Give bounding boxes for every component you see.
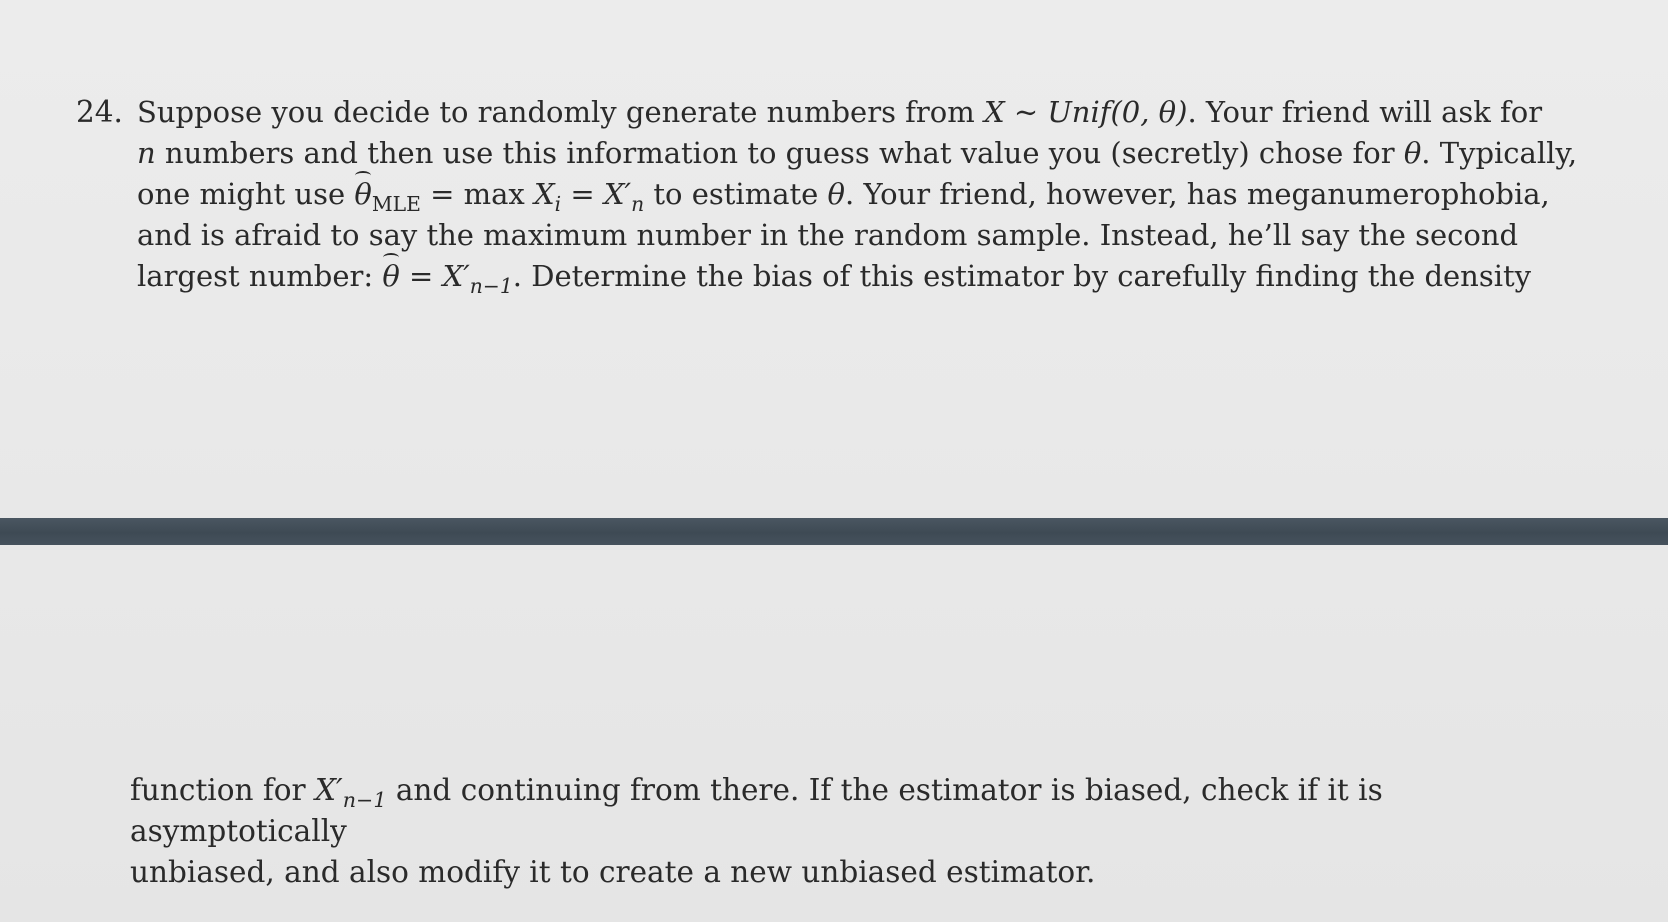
statement-line-3-middle: to estimate	[644, 177, 828, 211]
equals-sign: =	[561, 177, 604, 211]
max-text: = max	[420, 177, 534, 211]
mle-subscript: MLE	[371, 191, 421, 216]
statement-line-5-start: largest number:	[137, 259, 383, 293]
lower-page-region	[0, 545, 1668, 922]
continued-line-1-start: function for	[130, 773, 316, 807]
equals-sign-2: =	[399, 259, 443, 293]
continued-line-2: unbiased, and also modify it to create a new unbiased estimator.	[130, 855, 1096, 889]
statement-line-3-start: one might use	[137, 177, 355, 211]
statement-line-2: numbers and then use this information to guess what value you (secretly) chose for	[155, 136, 1404, 170]
problem-number: 24.	[76, 95, 123, 129]
variable-x-i: X	[533, 177, 555, 211]
problem-24	[76, 92, 1578, 298]
statement-line-5-end: . Determine the bias of this estimator by carefully finding the density	[512, 259, 1532, 293]
continued-statement	[130, 770, 1570, 893]
subscript-n: n	[631, 191, 645, 216]
statement-line-1-end: . Your friend will ask for	[1187, 95, 1543, 129]
order-statistic-x-n: X′	[603, 177, 632, 211]
variable-theta: θ	[1403, 136, 1422, 170]
statement-line-2-end: . Typically,	[1421, 136, 1578, 170]
statement-line-4: and is afraid to say the maximum number in the random sample. Instead, he’ll say the second	[137, 218, 1519, 252]
variable-theta-2: θ	[827, 177, 846, 211]
theta-hat-mle: θ	[354, 174, 371, 215]
subscript-n-minus-1: n−1	[469, 273, 513, 298]
theta-hat: θ	[382, 256, 399, 297]
subscript-i: i	[554, 191, 562, 216]
continued-subscript: n−1	[342, 787, 387, 812]
statement-line-1-start: Suppose you decide to randomly generate numbers from	[137, 95, 984, 129]
distribution-expression: X ∼ Unif(0, θ)	[983, 95, 1188, 129]
continued-order-statistic: X′	[315, 773, 343, 807]
statement-line-3-end: . Your friend, however, has meganumerophobia,	[845, 177, 1550, 211]
page-separator-bar	[0, 518, 1668, 545]
problem-statement	[137, 92, 1627, 297]
continued-line-1-end: and continuing from there. If the estimator is biased, check if it is asymptotically	[130, 773, 1383, 848]
variable-n: n	[137, 136, 156, 170]
order-statistic-x-n-minus-1: X′	[442, 259, 470, 293]
